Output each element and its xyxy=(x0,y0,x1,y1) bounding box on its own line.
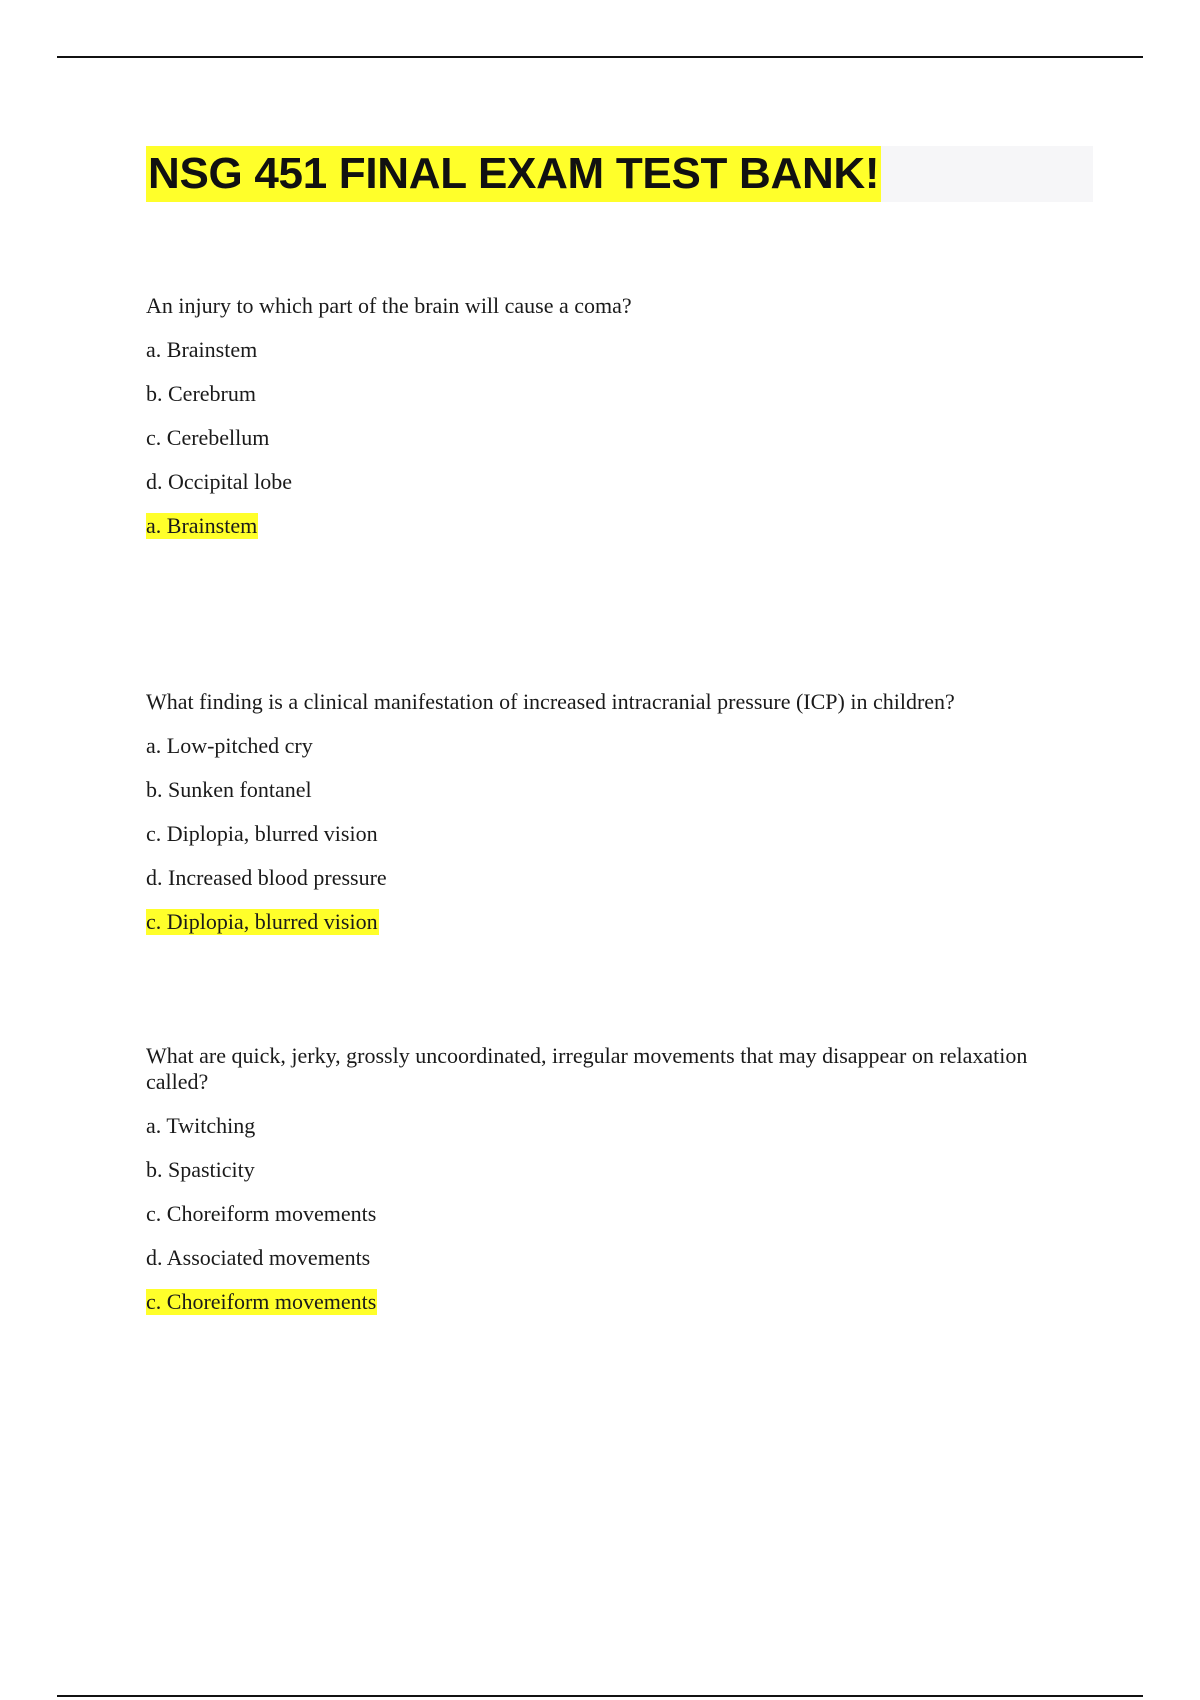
option-c: c. Choreiform movements xyxy=(146,1201,377,1226)
question-text: What are quick, jerky, grossly uncoordinated, irregular movements that may disappear on relaxation called? xyxy=(146,1043,1028,1094)
option-d: d. Associated movements xyxy=(146,1245,371,1270)
option-d: d. Occipital lobe xyxy=(146,469,293,494)
bottom-rule xyxy=(57,1695,1143,1697)
question-block xyxy=(146,293,1046,539)
question-block xyxy=(146,689,1046,935)
option-c: c. Diplopia, blurred vision xyxy=(146,821,378,846)
page-title: NSG 451 FINAL EXAM TEST BANK! xyxy=(146,146,881,202)
option-a: a. Low-pitched cry xyxy=(146,733,313,758)
option-a: a. Twitching xyxy=(146,1113,256,1138)
question-block xyxy=(146,1043,1046,1315)
highlighted-answer: c. Diplopia, blurred vision xyxy=(146,909,378,934)
option-c: c. Cerebellum xyxy=(146,425,270,450)
question-text: An injury to which part of the brain will cause a coma? xyxy=(146,293,632,318)
option-b: b. Cerebrum xyxy=(146,381,256,406)
highlighted-answer: c. Choreiform movements xyxy=(146,1289,377,1314)
option-b: b. Sunken fontanel xyxy=(146,777,312,802)
highlighted-answer: a. Brainstem xyxy=(146,513,258,538)
option-d: d. Increased blood pressure xyxy=(146,865,387,890)
option-b: b. Spasticity xyxy=(146,1157,255,1182)
option-a: a. Brainstem xyxy=(146,337,258,362)
top-rule xyxy=(57,56,1143,58)
question-text: What finding is a clinical manifestation of increased intracranial pressure (ICP) in children? xyxy=(146,689,955,714)
